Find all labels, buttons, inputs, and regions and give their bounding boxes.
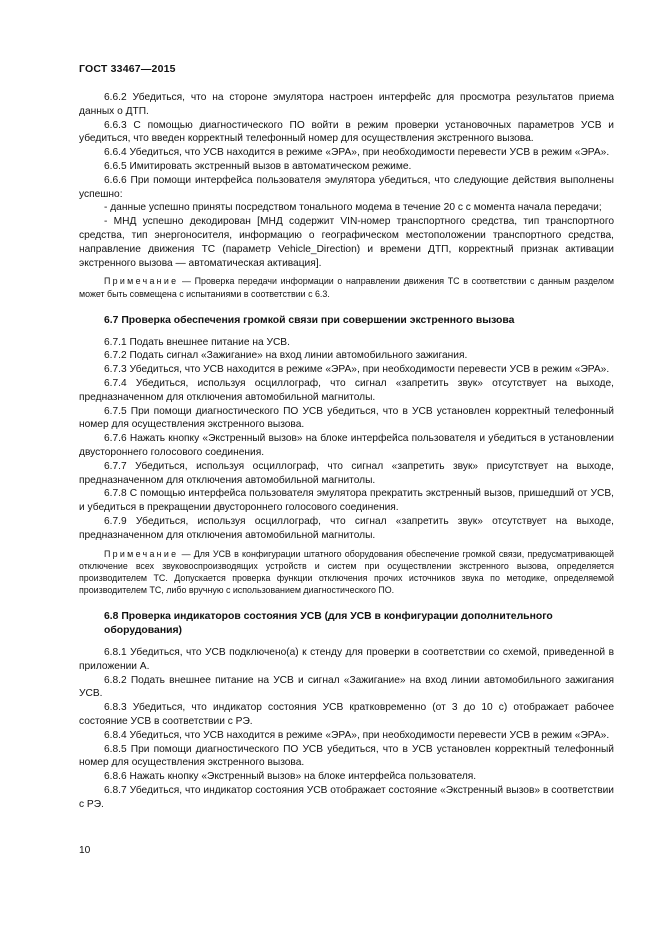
paragraph-6-7-8: 6.7.8 С помощью интерфейса пользователя эмулятора прекратить экстренный вызов, пришедший от УСВ, и убедиться в прекращении двустороннего голосового соединения. [79,488,614,514]
section-title-6-7: 6.7 Проверка обеспечения громкой связи при совершении экстренного вызова [104,314,515,326]
paragraph-6-8-6: 6.8.6 Нажать кнопку «Экстренный вызов» на блоке интерфейса пользователя. [104,771,477,783]
paragraph-6-8-1: 6.8.1 Убедиться, что УСВ подключено(а) к стенду для проверки в соответствии со схемой, приведенной в приложении А. [79,646,614,672]
paragraph-6-7-5: 6.7.5 При помощи диагностического ПО УСВ убедиться, что в УСВ установлен корректный телефонный номер для осуществления экстренного вызова. [79,405,614,431]
paragraph-6-7-2: 6.7.2 Подать сигнал «Зажигание» на вход линии автомобильного зажигания. [104,350,468,362]
note-text: — Проверка передачи информации о направлении движения ТС в соответствии с данным разделом может быть совмещена с испытаниями в соответствии с 6.3. [79,276,614,299]
paragraph-6-6-4: 6.6.4 Убедиться, что УСВ находится в режиме «ЭРА», при необходимости перевести УСВ в режим «ЭРА». [104,147,610,159]
paragraph-6-7-6: 6.7.6 Нажать кнопку «Экстренный вызов» на блоке интерфейса пользователя и убедиться в установлении двустороннего голосового соединения. [79,433,614,458]
paragraph-6-6-2: 6.6.2 Убедиться, что на стороне эмулятора настроен интерфейс для просмотра результатов приема данных о ДТП. [79,92,614,117]
note-6-7 [79,548,614,597]
paragraph-6-6-3: 6.6.3 С помощью диагностического ПО войти в режим проверки установочных параметров УСВ и убедиться, что введен корректный телефонный номер для осуществления экстренного вызова. [79,119,614,145]
paragraph-6-6-6: 6.6.6 При помощи интерфейса пользователя эмулятора убедиться, что следующие действия выполнены успешно: [79,174,614,200]
note-label: Примечание [104,548,179,559]
document-header: ГОСТ 33467—2015 [79,63,176,75]
note-6-6 [79,275,614,299]
paragraph-6-8-5: 6.8.5 При помощи диагностического ПО УСВ убедиться, что в УСВ установлен корректный телефонный номер для осуществления экстренного вызова. [79,743,614,769]
paragraph-6-7-7: 6.7.7 Убедиться, используя осциллограф, что сигнал «запретить звук» присутствует на выходе, предназначенном для отключения автомобильной магнитолы. [79,460,614,486]
list-item: - данные успешно приняты посредством тонального модема в течение 20 с с момента начала передачи; [104,202,602,214]
note-label: Примечание [104,276,179,287]
paragraph-6-7-4: 6.7.4 Убедиться, используя осциллограф, что сигнал «запретить звук» отсутствует на выходе, предназначенном для отключения автомобильной магнитолы. [79,377,614,403]
paragraph-6-7-3: 6.7.3 Убедиться, что УСВ находится в режиме «ЭРА», при необходимости перевести УСВ в режим «ЭРА». [104,364,610,376]
paragraph-6-8-2: 6.8.2 Подать внешнее питание на УСВ и сигнал «Зажигание» на вход линии автомобильного зажигания УСВ. [79,674,614,700]
note-text: — Для УСВ в конфигурации штатного оборудования обеспечение громкой связи, предусматривающей отключение всех звуковоспроизводящих устройств и систем при осуществлении экстренного вызова, определяется производителем ТС. Допускается проверка функции отключения прочих источников звука по методике, определяемой производителем ТС, либо вручную с использованием диагностического ПО. [79,548,614,596]
page-number: 10 [79,845,91,856]
page-body [79,91,614,811]
paragraph-6-8-4: 6.8.4 Убедиться, что УСВ находится в режиме «ЭРА», при необходимости перевести УСВ в режим «ЭРА». [104,729,610,741]
list-item: - МНД успешно декодирован [МНД содержит VIN-номер транспортного средства, тип транспортного средства, тип энергоносителя, информацию о географическом местоположении транспортного средства, направление движения ТС (параметр Vehicle_Direction) и времени ДТП, корректный признак активации экстренного вызова — автоматическая активация]. [79,216,614,269]
paragraph-6-8-7: 6.8.7 Убедиться, что индикатор состояния УСВ отображает состояние «Экстренный вызов» в соответствии с РЭ. [79,784,614,810]
paragraph-6-7-9: 6.7.9 Убедиться, используя осциллограф, что сигнал «запретить звук» отсутствует на выходе, предназначенном для отключения автомобильной магнитолы. [79,515,614,541]
paragraph-6-6-5: 6.6.5 Имитировать экстренный вызов в автоматическом режиме. [104,160,412,172]
paragraph-6-7-1: 6.7.1 Подать внешнее питание на УСВ. [104,336,290,348]
section-title-6-8: 6.8 Проверка индикаторов состояния УСВ (для УСВ в конфигурации дополнительного оборудования) [104,611,553,637]
paragraph-6-8-3: 6.8.3 Убедиться, что индикатор состояния УСВ кратковременно (от 3 до 10 с) отображает рабочее состояние УСВ в соответствии с РЭ. [79,702,614,727]
